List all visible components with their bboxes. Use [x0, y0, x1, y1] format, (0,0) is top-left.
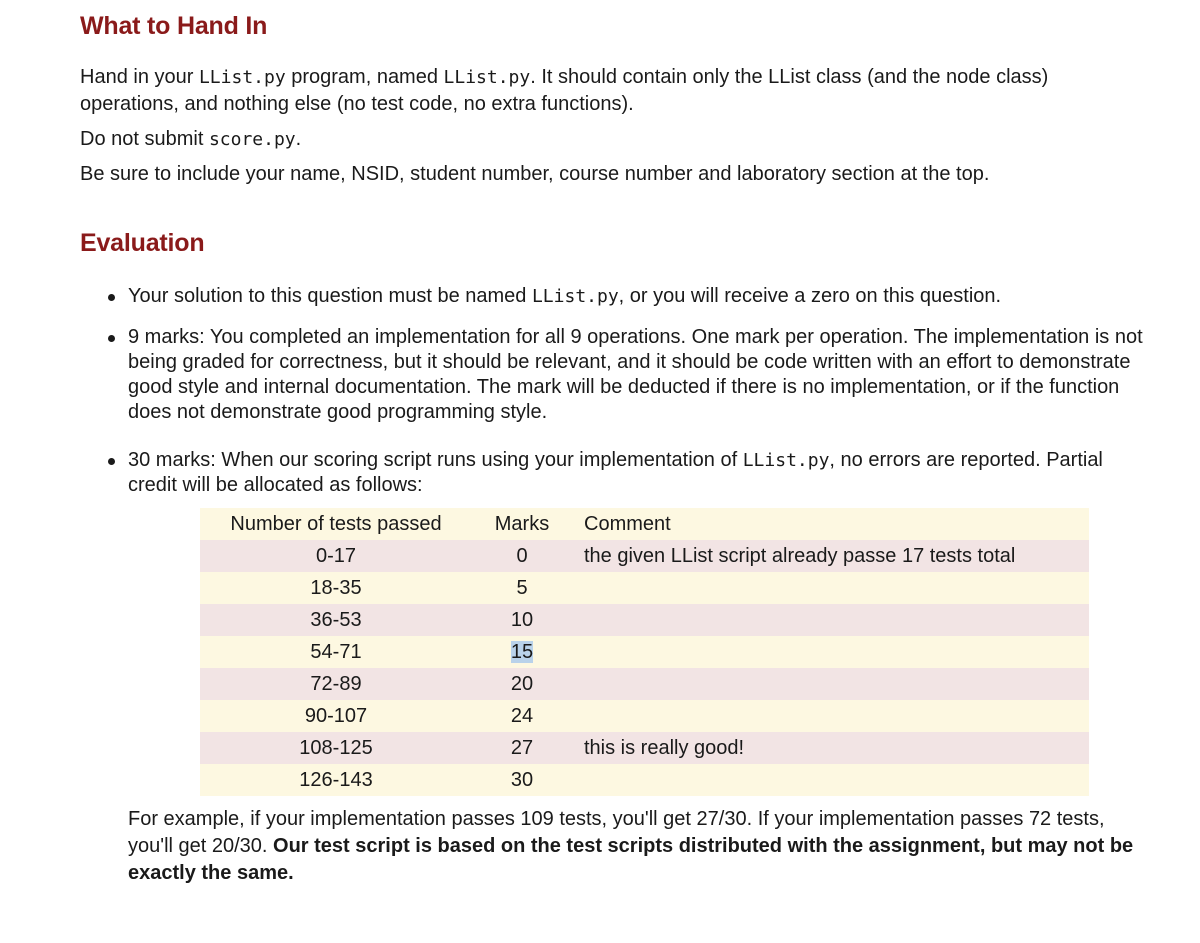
table-row [200, 764, 1089, 796]
cell-comment: this is really good! [572, 732, 1089, 764]
section-heading-evaluation: Evaluation [80, 229, 205, 257]
header-comment: Comment [572, 508, 1089, 540]
text-span: 30 marks: When our scoring script runs using your implementation of [128, 449, 743, 471]
do-not-submit-paragraph [80, 126, 301, 153]
code-llist: LList.py [443, 67, 531, 88]
text-span: Your solution to this question must be named [128, 285, 532, 307]
text-span: , or you will receive a zero on this question. [618, 285, 1002, 307]
cell-comment [572, 764, 1089, 796]
text-span: . [295, 128, 302, 150]
header-marks: Marks [472, 508, 572, 540]
bullet-nine-marks: 9 marks: You completed an implementation for all 9 operations. One mark per operation. The implementation is not being graded for correctness, but it should be relevant, and it should be code written with an effort to demonstrate good style and internal documentation. The mark will be deducted if there is no implementation, or if the function does not demonstrate good programming style. [108, 325, 1150, 425]
cell-range: 18-35 [200, 572, 472, 604]
table-header-row [200, 508, 1089, 540]
text-span: . It should contain only the LList class (and the node class) operations, and nothing else (no test code, no extra functions). [80, 66, 1049, 115]
cell-marks: 20 [472, 668, 572, 700]
cell-marks: 27 [472, 732, 572, 764]
cell-comment [572, 604, 1089, 636]
cell-comment [572, 572, 1089, 604]
cell-comment: the given LList script already passe 17 tests total [572, 540, 1089, 572]
example-paragraph [128, 806, 1150, 887]
table-row [200, 700, 1089, 732]
cell-comment [572, 636, 1089, 668]
cell-range: 54-71 [200, 636, 472, 668]
bullet-list [108, 448, 1150, 498]
selected-text-highlight[interactable]: 15 [510, 640, 534, 663]
hand-in-paragraph [80, 64, 1150, 118]
text-span: For example, if your implementation passes 109 tests, you'll get 27/30. If your implementation passes 72 tests, you'll get 20/30. [128, 808, 1105, 857]
cell-marks: 30 [472, 764, 572, 796]
cell-marks: 24 [472, 700, 572, 732]
bullet-naming [108, 284, 1150, 309]
include-info-paragraph: Be sure to include your name, NSID, student number, course number and laboratory section at the top. [80, 163, 990, 185]
table-row [200, 732, 1089, 764]
cell-range: 126-143 [200, 764, 472, 796]
cell-marks: 0 [472, 540, 572, 572]
cell-comment [572, 668, 1089, 700]
code-llist: LList.py [198, 67, 286, 88]
cell-range: 90-107 [200, 700, 472, 732]
header-tests-passed: Number of tests passed [200, 508, 472, 540]
code-llist: LList.py [531, 286, 619, 307]
text-span: Hand in your [80, 66, 199, 88]
table-row [200, 604, 1089, 636]
cell-comment [572, 700, 1089, 732]
bullet-list [108, 325, 1150, 425]
cell-marks: 5 [472, 572, 572, 604]
bullet-list [108, 284, 1150, 309]
table-row [200, 636, 1089, 668]
cell-range: 36-53 [200, 604, 472, 636]
cell-marks [472, 636, 572, 668]
cell-marks: 10 [472, 604, 572, 636]
text-span: program, named [285, 66, 444, 88]
code-llist: LList.py [742, 450, 830, 471]
table-row [200, 572, 1089, 604]
cell-range: 0-17 [200, 540, 472, 572]
bold-note: Our test script is based on the test scripts distributed with the assignment, but may not be exactly the same. [128, 835, 1134, 884]
bullet-thirty-marks [108, 448, 1150, 498]
table-row [200, 668, 1089, 700]
cell-range: 72-89 [200, 668, 472, 700]
marks-table [200, 508, 1089, 796]
section-heading-hand-in: What to Hand In [80, 12, 268, 40]
table-row [200, 540, 1089, 572]
code-score: score.py [208, 129, 296, 150]
cell-range: 108-125 [200, 732, 472, 764]
text-span: Do not submit [80, 128, 209, 150]
text-span: , no errors are reported. Partial credit will be allocated as follows: [128, 449, 1103, 496]
